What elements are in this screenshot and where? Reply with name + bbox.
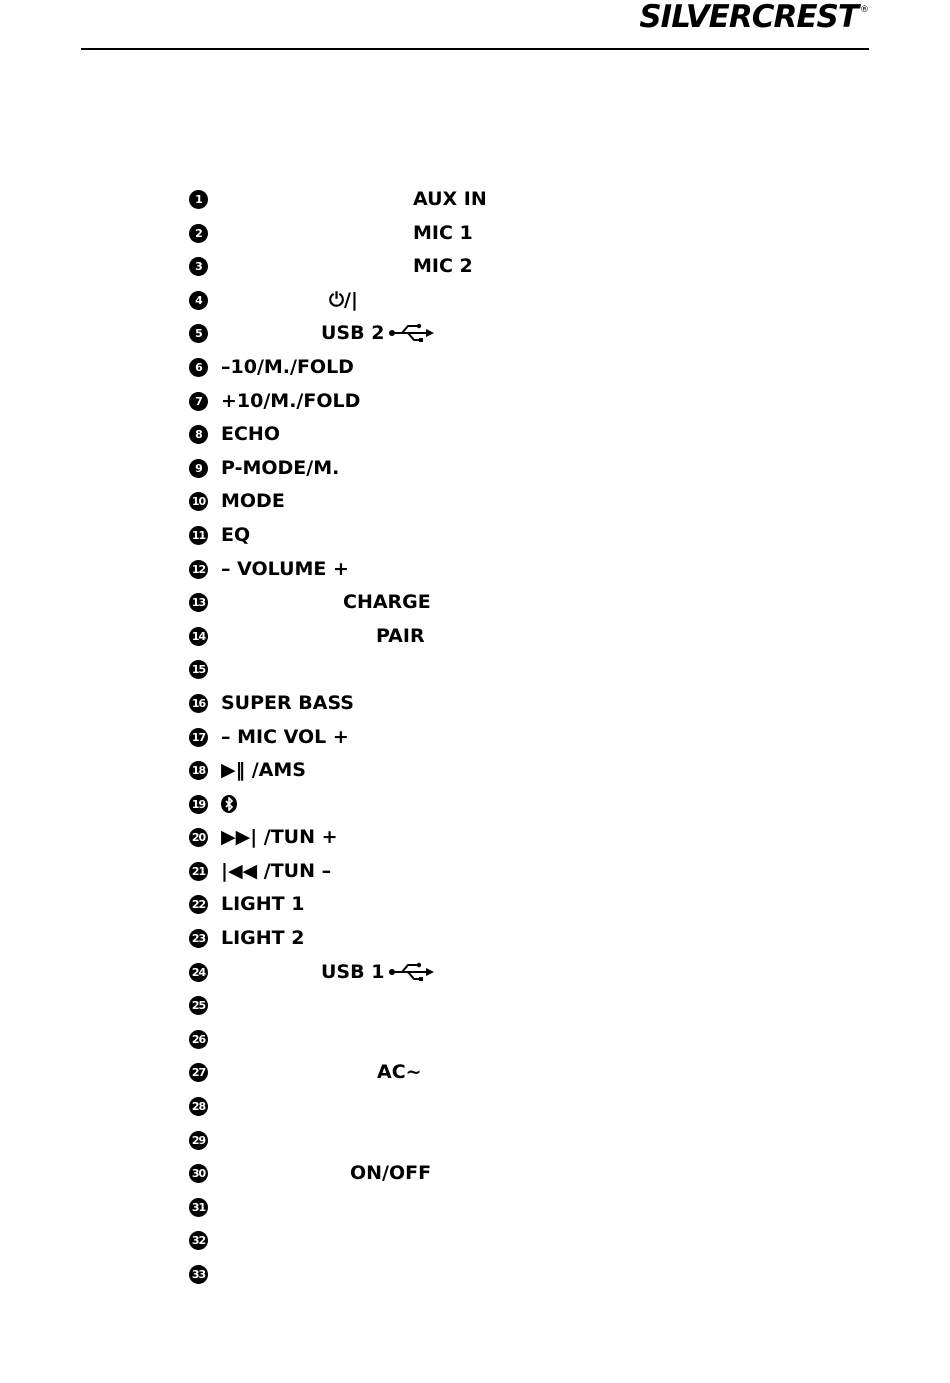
item-number: 19	[189, 795, 208, 814]
header-rule	[81, 48, 869, 50]
item-number: 27	[189, 1063, 208, 1082]
brand-logo	[639, 2, 868, 33]
list-item	[189, 755, 789, 789]
item-number: 10	[189, 492, 208, 511]
item-number: 2	[189, 224, 208, 243]
item-label: |◀◀ /TUN –	[221, 859, 332, 882]
item-number: 30	[189, 1164, 208, 1183]
list-item	[189, 621, 789, 655]
list-item	[189, 587, 789, 621]
item-number: 1	[189, 190, 208, 209]
list-item	[189, 1192, 789, 1226]
item-number: 13	[189, 593, 208, 612]
item-number: 18	[189, 761, 208, 780]
list-item	[189, 889, 789, 923]
list-item	[189, 856, 789, 890]
item-label: ECHO	[221, 423, 280, 446]
item-label: – MIC VOL +	[221, 725, 349, 748]
item-number: 26	[189, 1030, 208, 1049]
item-number: 28	[189, 1097, 208, 1116]
item-label: AC~	[377, 1061, 422, 1084]
list-item	[189, 352, 789, 386]
item-label: +10/M./FOLD	[221, 389, 361, 412]
item-number: 22	[189, 895, 208, 914]
item-number: 7	[189, 392, 208, 411]
item-number: 15	[189, 660, 208, 679]
item-number: 25	[189, 996, 208, 1015]
item-number: 4	[189, 291, 208, 310]
item-number: 11	[189, 526, 208, 545]
list-item	[189, 822, 789, 856]
item-label: CHARGE	[343, 591, 431, 614]
item-number: 20	[189, 828, 208, 847]
item-label: AUX IN	[413, 188, 487, 210]
item-label: LIGHT 2	[221, 927, 305, 950]
list-item	[189, 1024, 789, 1058]
item-number: 9	[189, 459, 208, 478]
item-number: 5	[189, 324, 208, 343]
list-item	[189, 957, 789, 991]
list-item	[189, 923, 789, 957]
registered-mark: ®	[860, 5, 868, 15]
component-list	[189, 184, 789, 1293]
list-item	[189, 218, 789, 252]
item-label: PAIR	[376, 624, 425, 647]
list-item	[189, 285, 789, 319]
usb-icon	[388, 323, 436, 343]
list-item	[189, 318, 789, 352]
item-label: ⏻/|	[329, 288, 358, 311]
item-label: EQ	[221, 523, 251, 546]
bluetooth-icon	[221, 795, 237, 813]
item-label-group	[321, 961, 436, 983]
item-label: ON/OFF	[350, 1162, 432, 1185]
item-label: –10/M./FOLD	[221, 355, 354, 378]
item-number: 16	[189, 694, 208, 713]
list-item	[189, 1158, 789, 1192]
item-label: SUPER BASS	[221, 691, 354, 714]
list-item	[189, 554, 789, 588]
list-item	[189, 1125, 789, 1159]
item-number: 12	[189, 560, 208, 579]
item-label: – VOLUME +	[221, 557, 349, 580]
item-label: LIGHT 1	[221, 893, 305, 916]
item-label: MODE	[221, 490, 285, 513]
list-item	[189, 1057, 789, 1091]
item-label-group	[221, 793, 237, 813]
item-number: 21	[189, 862, 208, 881]
list-item	[189, 789, 789, 823]
item-number: 31	[189, 1198, 208, 1217]
item-number: 24	[189, 963, 208, 982]
list-item	[189, 453, 789, 487]
item-number: 32	[189, 1231, 208, 1250]
item-number: 14	[189, 627, 208, 646]
item-label: ▶‖ /AMS	[221, 759, 306, 782]
item-number: 3	[189, 257, 208, 276]
item-label: MIC 2	[413, 255, 473, 278]
usb-icon	[388, 962, 436, 982]
item-label: MIC 1	[413, 221, 473, 244]
item-number: 23	[189, 929, 208, 948]
item-number: 8	[189, 425, 208, 444]
item-label: USB 1	[321, 960, 385, 983]
list-item	[189, 654, 789, 688]
list-item	[189, 1259, 789, 1293]
list-item	[189, 184, 789, 218]
list-item	[189, 688, 789, 722]
list-item	[189, 486, 789, 520]
list-item	[189, 520, 789, 554]
brand-name: SILVERCREST	[639, 0, 858, 35]
item-label: USB 2	[321, 322, 385, 345]
item-label-group	[321, 322, 436, 344]
list-item	[189, 990, 789, 1024]
list-item	[189, 1225, 789, 1259]
item-number: 6	[189, 358, 208, 377]
item-label: P-MODE/M.	[221, 456, 340, 479]
list-item	[189, 1091, 789, 1125]
item-number: 29	[189, 1131, 208, 1150]
item-label: ▶▶| /TUN +	[221, 826, 338, 849]
item-number: 33	[189, 1265, 208, 1284]
list-item	[189, 251, 789, 285]
list-item	[189, 386, 789, 420]
list-item	[189, 419, 789, 453]
list-item	[189, 722, 789, 756]
item-number: 17	[189, 728, 208, 747]
